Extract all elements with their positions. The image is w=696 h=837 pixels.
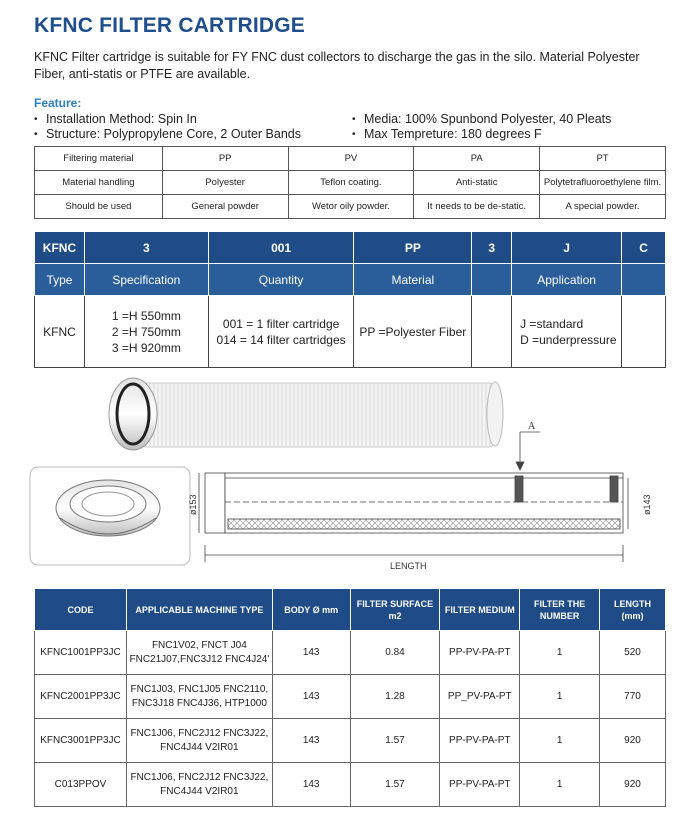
label-type: Type [35, 264, 85, 296]
dim-outer-label: ø153 [188, 494, 198, 515]
material-cell: A special powder. [540, 195, 666, 219]
feature-item: • Media: 100% Spunbond Polyester, 40 Pleats [364, 112, 611, 127]
table-row [35, 719, 666, 763]
table-cell: FNC1V02, FNCT J04 FNC21J07,FNC3J12 FNC4J24' [126, 631, 272, 675]
material-row [35, 195, 666, 219]
code-row [35, 232, 666, 264]
spec-header: CODE [35, 589, 127, 631]
table-cell: 770 [600, 675, 666, 719]
code-cell: J [512, 232, 622, 264]
code-label-row [35, 264, 666, 296]
material-cell: PA [414, 147, 540, 171]
table-cell: FNC1J03, FNC1J05 FNC2110, FNC3J18 FNC4J36, HTP1000 [126, 675, 272, 719]
table-row [35, 675, 666, 719]
material-cell: Wetor oily powder. [288, 195, 414, 219]
feature-heading: Feature: [34, 96, 82, 110]
table-cell: KFNC3001PP3JC [35, 719, 127, 763]
cartridge-drawing [0, 370, 696, 580]
material-cell: Teflon coating. [288, 171, 414, 195]
table-row [35, 631, 666, 675]
spec-header: APPLICABLE MACHINE TYPE [126, 589, 272, 631]
material-cell: Should be used [35, 195, 163, 219]
technical-drawing [199, 432, 628, 562]
table-cell: 143 [272, 763, 350, 807]
table-cell: 920 [600, 719, 666, 763]
table-cell: 143 [272, 675, 350, 719]
label-spec: Specification [84, 264, 208, 296]
spec-header: FILTER THE NUMBER [520, 589, 600, 631]
table-cell: 1 [520, 763, 600, 807]
intro-text: KFNC Filter cartridge is suitable for FY FNC dust collectors to discharge the gas in the silo. Material Polyester Fiber, anti-statis or PTFE are available. [34, 50, 640, 81]
table-cell: C013PPOV [35, 763, 127, 807]
feature-item: • Installation Method: Spin In [46, 112, 197, 127]
spec-header: BODY Ø mm [272, 589, 350, 631]
cartridge-photo [109, 378, 503, 450]
table-cell: 1 [520, 631, 600, 675]
label-material: Material [354, 264, 472, 296]
code-cell: KFNC [35, 232, 85, 264]
material-table [34, 146, 666, 219]
table-cell: PP_PV-PA-PT [440, 675, 520, 719]
dim-inner-label: ø143 [642, 494, 652, 515]
table-cell: 1.28 [350, 675, 440, 719]
spec-table [34, 588, 666, 807]
material-cell: It needs to be de-static. [414, 195, 540, 219]
material-cell: PV [288, 147, 414, 171]
material-cell: Anti-static [414, 171, 540, 195]
table-cell: 920 [600, 763, 666, 807]
material-cell: Filtering material [35, 147, 163, 171]
code-cell: 3 [84, 232, 208, 264]
label-application: Application [512, 264, 622, 296]
table-cell: 1 [520, 675, 600, 719]
material-cell: Polytetrafluoroethylene film. [540, 171, 666, 195]
material-cell: PT [540, 147, 666, 171]
table-cell: FNC1J06, FNC2J12 FNC3J22, FNC4J44 V2IR01 [126, 763, 272, 807]
quantity-value: 001 = 1 filter cartridge 014 = 14 filter cartridges [208, 296, 354, 368]
length-label: LENGTH [390, 561, 427, 571]
table-cell: 143 [272, 719, 350, 763]
table-cell: 520 [600, 631, 666, 675]
table-cell: PP-PV-PA-PT [440, 631, 520, 675]
material-row [35, 171, 666, 195]
spec-value: 1 =H 550mm 2 =H 750mm 3 =H 920mm [84, 296, 208, 368]
code-cell: 001 [208, 232, 354, 264]
label-quantity: Quantity [208, 264, 354, 296]
code-cell: PP [354, 232, 472, 264]
code-cell: 3 [472, 232, 512, 264]
table-cell: FNC1J06, FNC2J12 FNC3J22, FNC4J44 V2IR01 [126, 719, 272, 763]
table-row [35, 763, 666, 807]
spec-header: FILTER MEDIUM [440, 589, 520, 631]
section-marker: A [528, 421, 536, 432]
code-cell: C [622, 232, 666, 264]
code-table [34, 231, 666, 368]
application-value: J =standard D =underpressure [512, 296, 622, 368]
table-cell: PP-PV-PA-PT [440, 719, 520, 763]
material-row [35, 147, 666, 171]
table-cell: 0.84 [350, 631, 440, 675]
table-cell: 1 [520, 719, 600, 763]
material-cell: Polyester [162, 171, 288, 195]
table-cell: 143 [272, 631, 350, 675]
material-value: PP =Polyester Fiber [354, 296, 472, 368]
table-cell: KFNC1001PP3JC [35, 631, 127, 675]
spec-header: FILTER SURFACE m2 [350, 589, 440, 631]
spec-header: LENGTH (mm) [600, 589, 666, 631]
material-cell: General powder [162, 195, 288, 219]
code-values-row [35, 296, 666, 368]
table-cell: 1.57 [350, 763, 440, 807]
table-cell: 1.57 [350, 719, 440, 763]
feature-item: • Structure: Polypropylene Core, 2 Outer Bands [46, 127, 301, 142]
table-cell: PP-PV-PA-PT [440, 763, 520, 807]
cap-inset-image [30, 467, 190, 565]
material-cell: PP [162, 147, 288, 171]
feature-item: • Max Tempreture: 180 degrees F [364, 127, 542, 142]
page-title: KFNC FILTER CARTRIDGE [34, 14, 305, 37]
type-value: KFNC [35, 296, 85, 368]
material-cell: Material handling [35, 171, 163, 195]
table-cell: KFNC2001PP3JC [35, 675, 127, 719]
